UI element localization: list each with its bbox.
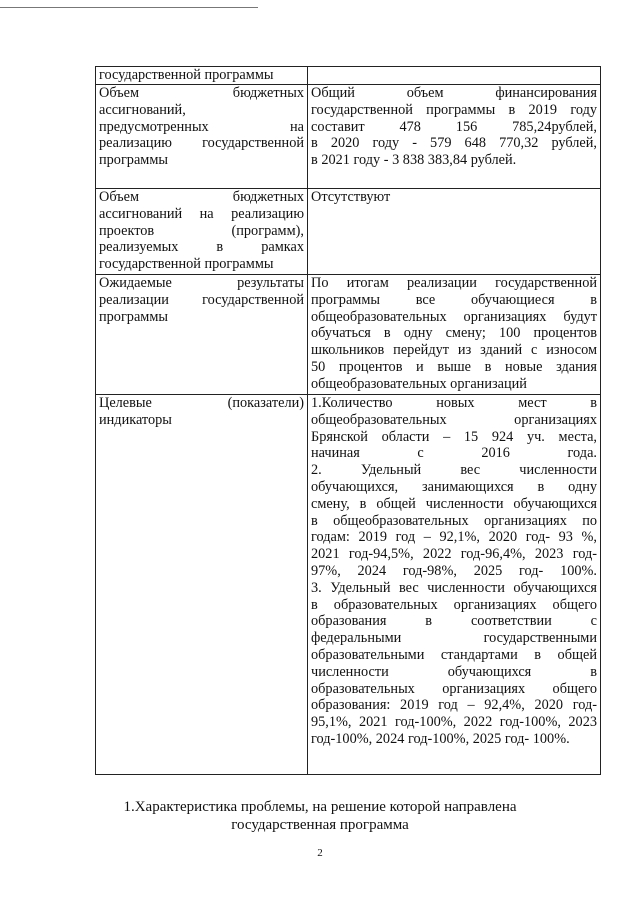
row-label-cell: [96, 189, 308, 275]
cell-text-line: реализации государственной: [99, 291, 304, 308]
cell-text-line: ассигнований на реализацию: [99, 205, 304, 222]
cell-text-line: ассигнований,: [99, 101, 186, 118]
row-label-cell: [96, 67, 308, 85]
cell-text-line: общеобразовательных организаций: [311, 375, 527, 392]
cell-text-line: федеральными государственными: [311, 630, 597, 647]
cell-text-line: обучаться в одну смену; 100 процентов: [311, 325, 597, 342]
cell-text-line: 2. Удельный вес численности: [311, 462, 597, 479]
cell-text-line: реализуемых в рамках: [99, 239, 304, 256]
table-row: [96, 85, 601, 189]
cell-text-line: Общий объем финансирования: [311, 85, 597, 101]
row-label-cell: [96, 85, 308, 189]
cell-text-line: школьников перейдут из зданий с износом: [311, 342, 597, 359]
cell-text-line: 97%, 2024 год-98%, 2025 год- 100%.: [311, 562, 597, 579]
cell-text-line: проектов (программ),: [99, 222, 304, 239]
row-value-cell: [308, 275, 601, 395]
cell-text-line: программы: [99, 152, 169, 169]
row-label-cell: [96, 395, 308, 775]
cell-text-line: государственной программы: [99, 67, 274, 83]
row-value-cell: [308, 189, 601, 275]
page-number: 2: [317, 847, 323, 859]
cell-text-line: Ожидаемые результаты: [99, 275, 304, 291]
table-row: [96, 189, 601, 275]
cell-text-line: Объем бюджетных: [99, 189, 304, 205]
cell-text-line: индикаторы: [99, 411, 172, 428]
cell-text-line: 95,1%, 2021 год-100%, 2022 год-100%, 2023: [311, 714, 597, 731]
cell-text-line: государственной программы в 2019 году: [311, 101, 597, 118]
section-heading-line-1: 1.Характеристика проблемы, на решение которой направлена: [123, 799, 517, 815]
cell-text-line: реализацию государственной: [99, 135, 304, 152]
cell-text-line: Отсутствуют: [311, 189, 391, 205]
passport-table-body: [96, 67, 601, 775]
cell-text-line: в 2020 году - 579 648 770,32 рублей,: [311, 135, 597, 152]
cell-text-line: общеобразовательных организациях будут: [311, 308, 597, 325]
top-scan-line: [0, 7, 258, 8]
row-value-cell: [308, 67, 601, 85]
row-value-cell: [308, 395, 601, 775]
cell-text-line: программы: [99, 308, 169, 325]
cell-text-line: численности обучающихся в: [311, 663, 597, 680]
cell-text-line: смену, в общей численности обучающихся: [311, 495, 597, 512]
cell-text-line: программы все обучающиеся в: [311, 291, 597, 308]
cell-text-line: 2021 год-94,5%, 2022 год-96,4%, 2023 год-: [311, 546, 597, 563]
section-heading-line-2: государственная программа: [231, 817, 409, 833]
cell-text-line: Объем бюджетных: [99, 85, 304, 101]
passport-table: [95, 66, 601, 775]
cell-text-line: 3. Удельный вес численности обучающихся: [311, 579, 597, 596]
table-row: [96, 275, 601, 395]
row-label-cell: [96, 275, 308, 395]
cell-text-line: По итогам реализации государственной: [311, 275, 597, 291]
cell-text-line: составит 478 156 785,24рублей,: [311, 118, 597, 135]
row-value-cell: [308, 85, 601, 189]
cell-text-line: в образовательных организациях общего: [311, 596, 597, 613]
table-row: [96, 395, 601, 775]
cell-text-line: образования в соответствии с: [311, 613, 597, 630]
cell-text-line: в общеобразовательных организациях по: [311, 512, 597, 529]
cell-text-line: образовательных организациях общего: [311, 680, 597, 697]
cell-text-line: начиная с 2016 года.: [311, 445, 597, 462]
table-row: [96, 67, 601, 85]
section-heading: [0, 798, 640, 834]
cell-text-line: Целевые (показатели): [99, 395, 304, 411]
cell-text-line: годам: 2019 год – 92,1%, 2020 год- 93 %,: [311, 529, 597, 546]
cell-text-line: 1.Количество новых мест в: [311, 395, 597, 411]
cell-text-line: предусмотренных на: [99, 118, 304, 135]
cell-text-line: государственной программы: [99, 256, 274, 273]
cell-text-line: 50 процентов и выше в новые здания: [311, 358, 597, 375]
cell-text-line: год-100%, 2024 год-100%, 2025 год- 100%.: [311, 730, 570, 747]
cell-text-line: образования: 2019 год – 92,4%, 2020 год-: [311, 697, 597, 714]
cell-text-line: обучающихся, занимающихся в одну: [311, 478, 597, 495]
cell-text-line: образовательными стандартами в общей: [311, 646, 597, 663]
cell-text-line: Брянской области – 15 924 уч. места,: [311, 428, 597, 445]
cell-text-line: в 2021 году - 3 838 383,84 рублей.: [311, 152, 517, 169]
cell-text-line: общеобразовательных организациях: [311, 411, 597, 428]
